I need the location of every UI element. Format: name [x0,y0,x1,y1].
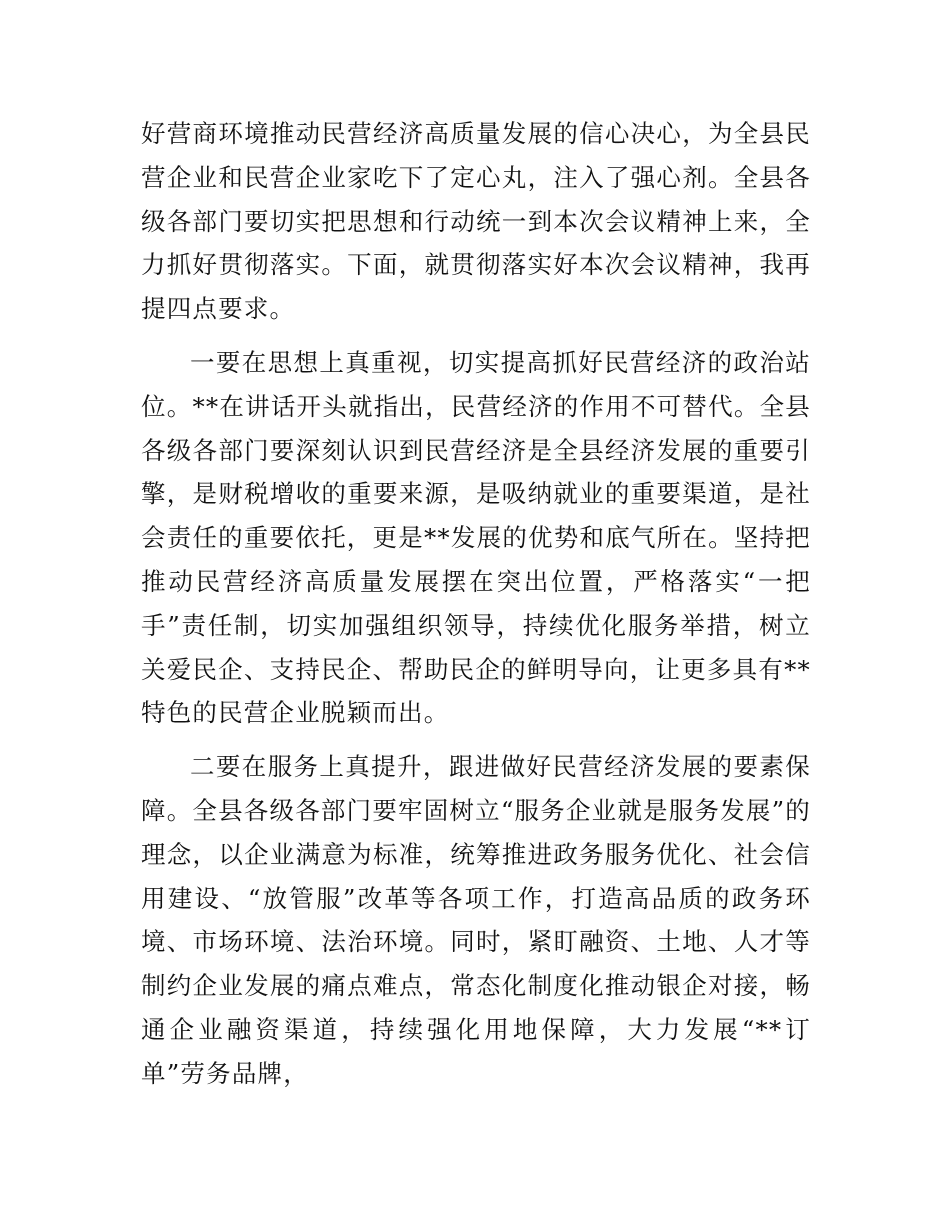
document-body [141,112,811,1106]
paragraph-requirement-two: 二要在服务上真提升，跟进做好民营经济发展的要素保障。全县各级各部门要牢固树立“服务企业就是服务发展”的理念，以企业满意为标准，统筹推进政务服务优化、社会信用建设、“放管服”改革等各项工作，打造高品质的政务环境、市场环境、法治环境。同时，紧盯融资、土地、人才等制约企业发展的痛点难点，常态化制度化推动银企对接，畅通企业融资渠道，持续强化用地保障，大力发展“**订单”劳务品牌， [141,752,811,1088]
paragraph-requirement-one: 一要在思想上真重视，切实提高抓好民营经济的政治站位。**在讲话开头就指出，民营经济的作用不可替代。全县各级各部门要深刻认识到民营经济是全县经济发展的重要引擎，是财税增收的重要来源，是吸纳就业的重要渠道，是社会责任的重要依托，更是**发展的优势和底气所在。坚持把推动民营经济高质量发展摆在突出位置，严格落实“一把手”责任制，切实加强组织领导，持续优化服务举措，树立关爱民企、支持民企、帮助民企的鲜明导向，让更多具有**特色的民营企业脱颖而出。 [141,347,811,728]
paragraph-continuation: 好营商环境推动民营经济高质量发展的信心决心，为全县民营企业和民营企业家吃下了定心丸，注入了强心剂。全县各级各部门要切实把思想和行动统一到本次会议精神上来，全力抓好贯彻落实。下面，就贯彻落实好本次会议精神，我再提四点要求。 [141,119,811,324]
